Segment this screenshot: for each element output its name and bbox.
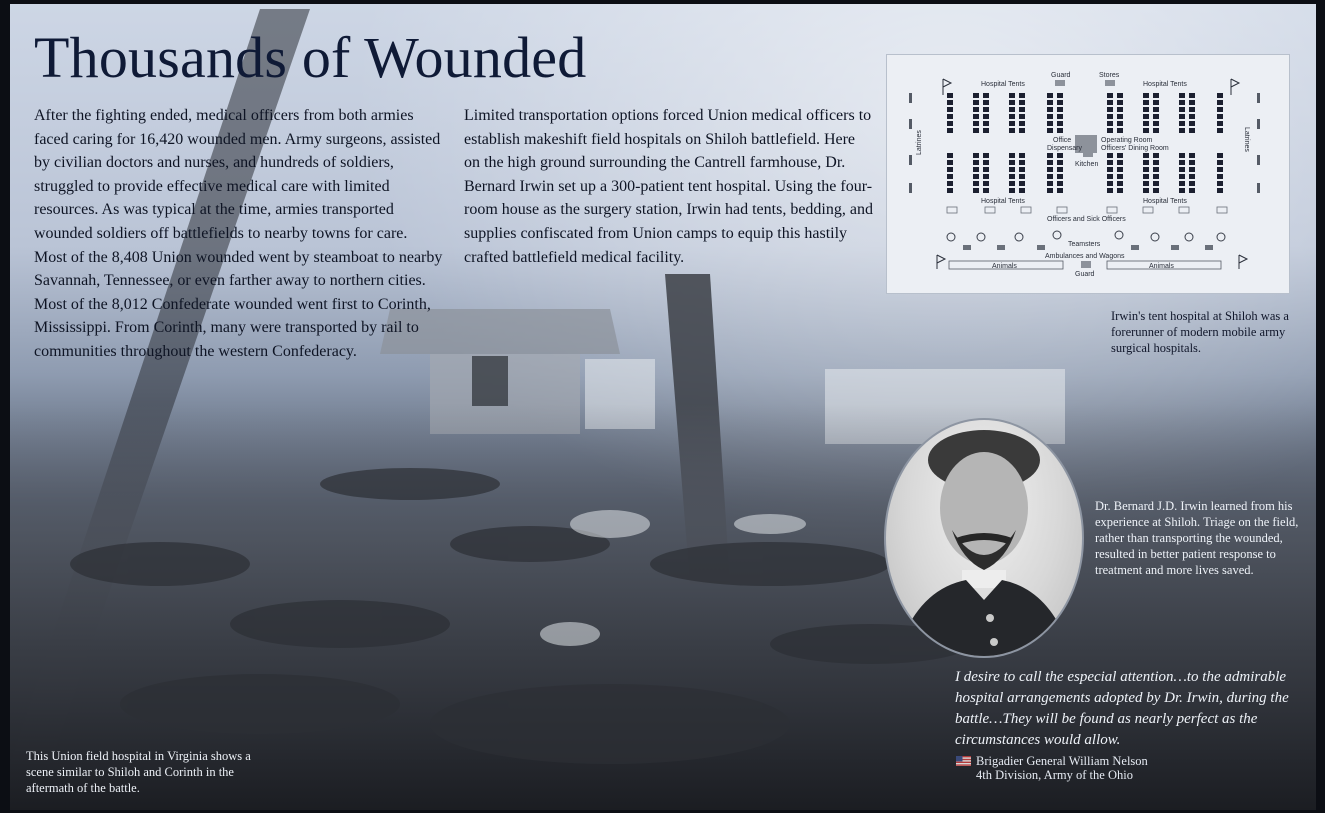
- irwin-portrait: [884, 418, 1084, 658]
- tent-marker: [1009, 181, 1015, 186]
- tent-marker: [983, 114, 989, 119]
- tent-marker: [947, 160, 953, 165]
- tent-marker: [1143, 167, 1149, 172]
- tent-marker: [983, 153, 989, 158]
- label-hospital-tents-bl: Hospital Tents: [981, 198, 1025, 205]
- tent-marker: [983, 100, 989, 105]
- us-flag-icon: [956, 756, 971, 766]
- tent-marker: [947, 181, 953, 186]
- tent-marker: [973, 153, 979, 158]
- tent-marker: [1179, 188, 1185, 193]
- label-kitchen: Kitchen: [1075, 161, 1099, 168]
- tent-marker: [947, 128, 953, 133]
- tent-marker: [973, 93, 979, 98]
- photo-caption: This Union field hospital in Virginia shows a scene similar to Shiloh and Corinth in the aftermath of the battle.: [26, 749, 251, 795]
- tent-marker: [1153, 114, 1159, 119]
- tent-marker: [1057, 174, 1063, 179]
- tent-marker: [1047, 107, 1053, 112]
- tent-marker: [1179, 181, 1185, 186]
- tent-marker: [973, 107, 979, 112]
- tent-marker: [1107, 107, 1113, 112]
- tent-marker: [1019, 107, 1025, 112]
- tent-marker: [983, 107, 989, 112]
- tent-marker: [1107, 167, 1113, 172]
- tent-marker: [1217, 160, 1223, 165]
- tent-marker: [947, 121, 953, 126]
- tent-marker: [1057, 114, 1063, 119]
- flag-icon: [1239, 255, 1247, 269]
- tent-marker: [983, 167, 989, 172]
- tent-marker: [1117, 174, 1123, 179]
- tent-marker: [983, 181, 989, 186]
- tent-marker: [1189, 167, 1195, 172]
- tent-marker: [1189, 188, 1195, 193]
- tent-marker: [983, 160, 989, 165]
- tent-marker: [1107, 93, 1113, 98]
- tent-marker: [1057, 167, 1063, 172]
- tent-marker: [973, 188, 979, 193]
- tent-marker: [1179, 107, 1185, 112]
- tent-marker: [1047, 114, 1053, 119]
- tent-marker: [1143, 174, 1149, 179]
- tent-marker: [1189, 128, 1195, 133]
- tent-marker: [1009, 107, 1015, 112]
- tent-marker: [1217, 188, 1223, 193]
- tent-marker: [973, 128, 979, 133]
- tent-marker: [1143, 114, 1149, 119]
- tent-marker: [1047, 100, 1053, 105]
- tent-marker: [1179, 114, 1185, 119]
- tent-marker: [1179, 167, 1185, 172]
- tent-marker: [1009, 121, 1015, 126]
- label-ambulances: Ambulances and Wagons: [1045, 253, 1125, 260]
- tent-marker: [1143, 160, 1149, 165]
- tent-marker: [1019, 121, 1025, 126]
- tent-marker: [1057, 188, 1063, 193]
- tent-marker: [1047, 128, 1053, 133]
- tent-marker: [1019, 188, 1025, 193]
- tent-marker: [947, 107, 953, 112]
- label-officers-dining: Officers' Dining Room: [1101, 145, 1169, 152]
- tent-marker: [1217, 121, 1223, 126]
- tent-marker: [1153, 188, 1159, 193]
- portrait-figure: [886, 420, 1082, 656]
- tent-marker: [1153, 174, 1159, 179]
- tent-marker: [1057, 93, 1063, 98]
- tent-marker: [1189, 121, 1195, 126]
- tent-marker: [1057, 153, 1063, 158]
- attribution-name: Brigadier General William Nelson: [976, 754, 1148, 768]
- tent-marker: [1217, 167, 1223, 172]
- label-dispensary: Dispensary: [1047, 145, 1083, 152]
- tent-marker: [1153, 107, 1159, 112]
- tent-marker: [1143, 181, 1149, 186]
- tent-marker: [973, 114, 979, 119]
- hospital-layout-svg: [887, 55, 1289, 293]
- tent-marker: [1153, 93, 1159, 98]
- tent-marker: [1107, 128, 1113, 133]
- label-office: Office: [1053, 137, 1072, 144]
- tent-marker: [1047, 121, 1053, 126]
- tent-marker: [1143, 121, 1149, 126]
- nelson-quote: I desire to call the especial attention…to the admirable hospital arrangements adopted by Dr. Irwin, during the battle…They will be found as nearly perfect as the circumstances would allow.: [955, 669, 1289, 748]
- tent-marker: [1117, 121, 1123, 126]
- tent-marker: [1117, 181, 1123, 186]
- tent-marker: [1107, 188, 1113, 193]
- tent-marker: [1117, 188, 1123, 193]
- tent-marker: [1153, 153, 1159, 158]
- tent-marker: [1189, 181, 1195, 186]
- tent-marker: [1217, 93, 1223, 98]
- tent-marker: [1117, 100, 1123, 105]
- tent-marker: [973, 174, 979, 179]
- tent-marker: [1153, 121, 1159, 126]
- label-stores: Stores: [1099, 72, 1120, 79]
- label-guard-bottom: Guard: [1075, 271, 1095, 278]
- tent-marker: [1143, 188, 1149, 193]
- tent-marker: [1143, 93, 1149, 98]
- tent-marker: [973, 100, 979, 105]
- tent-marker: [973, 181, 979, 186]
- tent-marker: [983, 128, 989, 133]
- tent-marker: [1019, 153, 1025, 158]
- tent-marker: [1179, 100, 1185, 105]
- label-latrines-right: Latrines: [1243, 127, 1250, 152]
- tent-marker: [947, 93, 953, 98]
- tent-marker: [1217, 114, 1223, 119]
- tent-marker: [1189, 100, 1195, 105]
- tent-marker: [1019, 181, 1025, 186]
- tent-marker: [1019, 128, 1025, 133]
- tent-marker: [1143, 100, 1149, 105]
- tent-marker: [1217, 174, 1223, 179]
- page-title: Thousands of Wounded: [34, 25, 587, 90]
- tent-marker: [1189, 114, 1195, 119]
- tent-marker: [983, 93, 989, 98]
- tent-marker: [1179, 93, 1185, 98]
- tent-marker: [1189, 160, 1195, 165]
- flag-icon: [1231, 79, 1239, 95]
- label-animals-right: Animals: [1149, 263, 1174, 270]
- tent-marker: [1117, 160, 1123, 165]
- tent-marker: [1189, 93, 1195, 98]
- diagram-caption: Irwin's tent hospital at Shiloh was a forerunner of modern mobile army surgical hospitals.: [1111, 309, 1289, 355]
- tent-marker: [1217, 153, 1223, 158]
- tent-marker: [947, 167, 953, 172]
- tent-marker: [1117, 153, 1123, 158]
- flag-icon: [943, 79, 951, 95]
- tent-marker: [1107, 160, 1113, 165]
- tent-marker: [1179, 153, 1185, 158]
- attribution-unit: 4th Division, Army of the Ohio: [976, 768, 1133, 782]
- tent-marker: [947, 114, 953, 119]
- tent-marker: [1019, 100, 1025, 105]
- tent-marker: [1189, 174, 1195, 179]
- tent-marker: [1107, 114, 1113, 119]
- tent-marker: [1009, 174, 1015, 179]
- tent-marker: [1019, 160, 1025, 165]
- irwin-caption: Dr. Bernard J.D. Irwin learned from his experience at Shiloh. Triage on the field, rather than transporting the wounded, resulted in better patient response to treatment and more lives saved.: [1095, 499, 1299, 577]
- tent-marker: [1107, 174, 1113, 179]
- tent-marker: [1057, 107, 1063, 112]
- tent-marker: [1009, 128, 1015, 133]
- tent-marker: [1047, 160, 1053, 165]
- flag-icon: [937, 255, 945, 269]
- tent-marker: [1217, 107, 1223, 112]
- tent-marker: [1047, 93, 1053, 98]
- tent-marker: [1009, 160, 1015, 165]
- tent-marker: [1153, 128, 1159, 133]
- tent-marker: [1143, 107, 1149, 112]
- tent-marker: [983, 121, 989, 126]
- label-operating-room: Operating Room: [1101, 137, 1153, 144]
- tent-marker: [1009, 114, 1015, 119]
- tent-marker: [947, 174, 953, 179]
- tent-marker: [1179, 160, 1185, 165]
- tent-marker: [1009, 167, 1015, 172]
- tent-marker: [1153, 181, 1159, 186]
- sign-panel: [10, 4, 1316, 810]
- tent-marker: [973, 167, 979, 172]
- tent-marker: [1107, 121, 1113, 126]
- tent-marker: [1143, 128, 1149, 133]
- tent-marker: [1153, 100, 1159, 105]
- tent-marker: [1189, 153, 1195, 158]
- tent-marker: [1009, 153, 1015, 158]
- tent-marker: [983, 188, 989, 193]
- label-hospital-tents-br: Hospital Tents: [1143, 198, 1187, 205]
- tent-marker: [1117, 167, 1123, 172]
- tent-marker: [1019, 174, 1025, 179]
- tent-marker: [1057, 100, 1063, 105]
- tent-marker: [1009, 93, 1015, 98]
- label-guard-top: Guard: [1051, 72, 1071, 79]
- quote-attribution: [956, 754, 1256, 782]
- tent-marker: [1019, 93, 1025, 98]
- tent-marker: [1143, 153, 1149, 158]
- tent-marker: [1179, 174, 1185, 179]
- tent-marker: [1057, 181, 1063, 186]
- tent-marker: [1217, 181, 1223, 186]
- tent-marker: [947, 153, 953, 158]
- tent-marker: [1117, 93, 1123, 98]
- tent-marker: [1057, 121, 1063, 126]
- tent-marker: [1153, 160, 1159, 165]
- tent-marker: [1047, 174, 1053, 179]
- tent-marker: [1117, 114, 1123, 119]
- label-animals-left: Animals: [992, 263, 1017, 270]
- tent-marker: [1189, 107, 1195, 112]
- tent-marker: [973, 160, 979, 165]
- tent-marker: [1047, 167, 1053, 172]
- tent-marker: [1179, 128, 1185, 133]
- tent-marker: [1217, 128, 1223, 133]
- tent-marker: [1047, 181, 1053, 186]
- tent-marker: [983, 174, 989, 179]
- tent-marker: [1057, 128, 1063, 133]
- tent-marker: [1179, 121, 1185, 126]
- tent-marker: [1009, 100, 1015, 105]
- tent-marker: [947, 100, 953, 105]
- tent-marker: [1057, 160, 1063, 165]
- tent-marker: [1107, 100, 1113, 105]
- tent-marker: [1117, 128, 1123, 133]
- tent-marker: [1019, 114, 1025, 119]
- tent-marker: [1107, 181, 1113, 186]
- tent-marker: [1117, 107, 1123, 112]
- tent-marker: [1153, 167, 1159, 172]
- tent-marker: [1009, 188, 1015, 193]
- label-teamsters: Teamsters: [1068, 241, 1101, 248]
- tent-marker: [947, 188, 953, 193]
- label-hospital-tents-tr: Hospital Tents: [1143, 81, 1187, 88]
- label-hospital-tents-tl: Hospital Tents: [981, 81, 1025, 88]
- label-officers-sick: Officers and Sick Officers: [1047, 216, 1126, 223]
- tent-marker: [1107, 153, 1113, 158]
- intro-paragraph-right: Limited transportation options forced Union medical officers to establish makeshift field hospitals on Shiloh battlefield. Here on the high ground surrounding the Cantrell farmhouse, Dr. Bernard Irwin set up a 300-patient tent hospital. Using the four-room house as the surgery station, Irwin had tents, bedding, and supplies confiscated from Union camps to equip this hastily crafted battlefield medical facility.: [464, 107, 873, 266]
- tent-marker: [1047, 153, 1053, 158]
- hospital-layout-diagram: [886, 54, 1290, 294]
- tent-marker: [973, 121, 979, 126]
- label-latrines-left: Latrines: [916, 130, 923, 155]
- tent-marker: [1047, 188, 1053, 193]
- tent-marker: [1019, 167, 1025, 172]
- intro-paragraph-left: After the fighting ended, medical officers from both armies faced caring for 16,420 wounded men. Army surgeons, assisted by civilian doctors and nurses, and hundreds of soldiers, struggled to provide effective medical care with limited resources. As was typical at the time, armies transported wounded soldiers off battlefields to nearby towns for care. Most of the 8,408 Union wounded went by steamboat to nearby Savannah, Tennessee, or even farther away to northern cities. Most of the 8,012 Confederate wounded went first to Corinth, Mississippi. From Corinth, many were transported by rail to communities throughout the western Confederacy.: [34, 107, 443, 360]
- tent-marker: [1217, 100, 1223, 105]
